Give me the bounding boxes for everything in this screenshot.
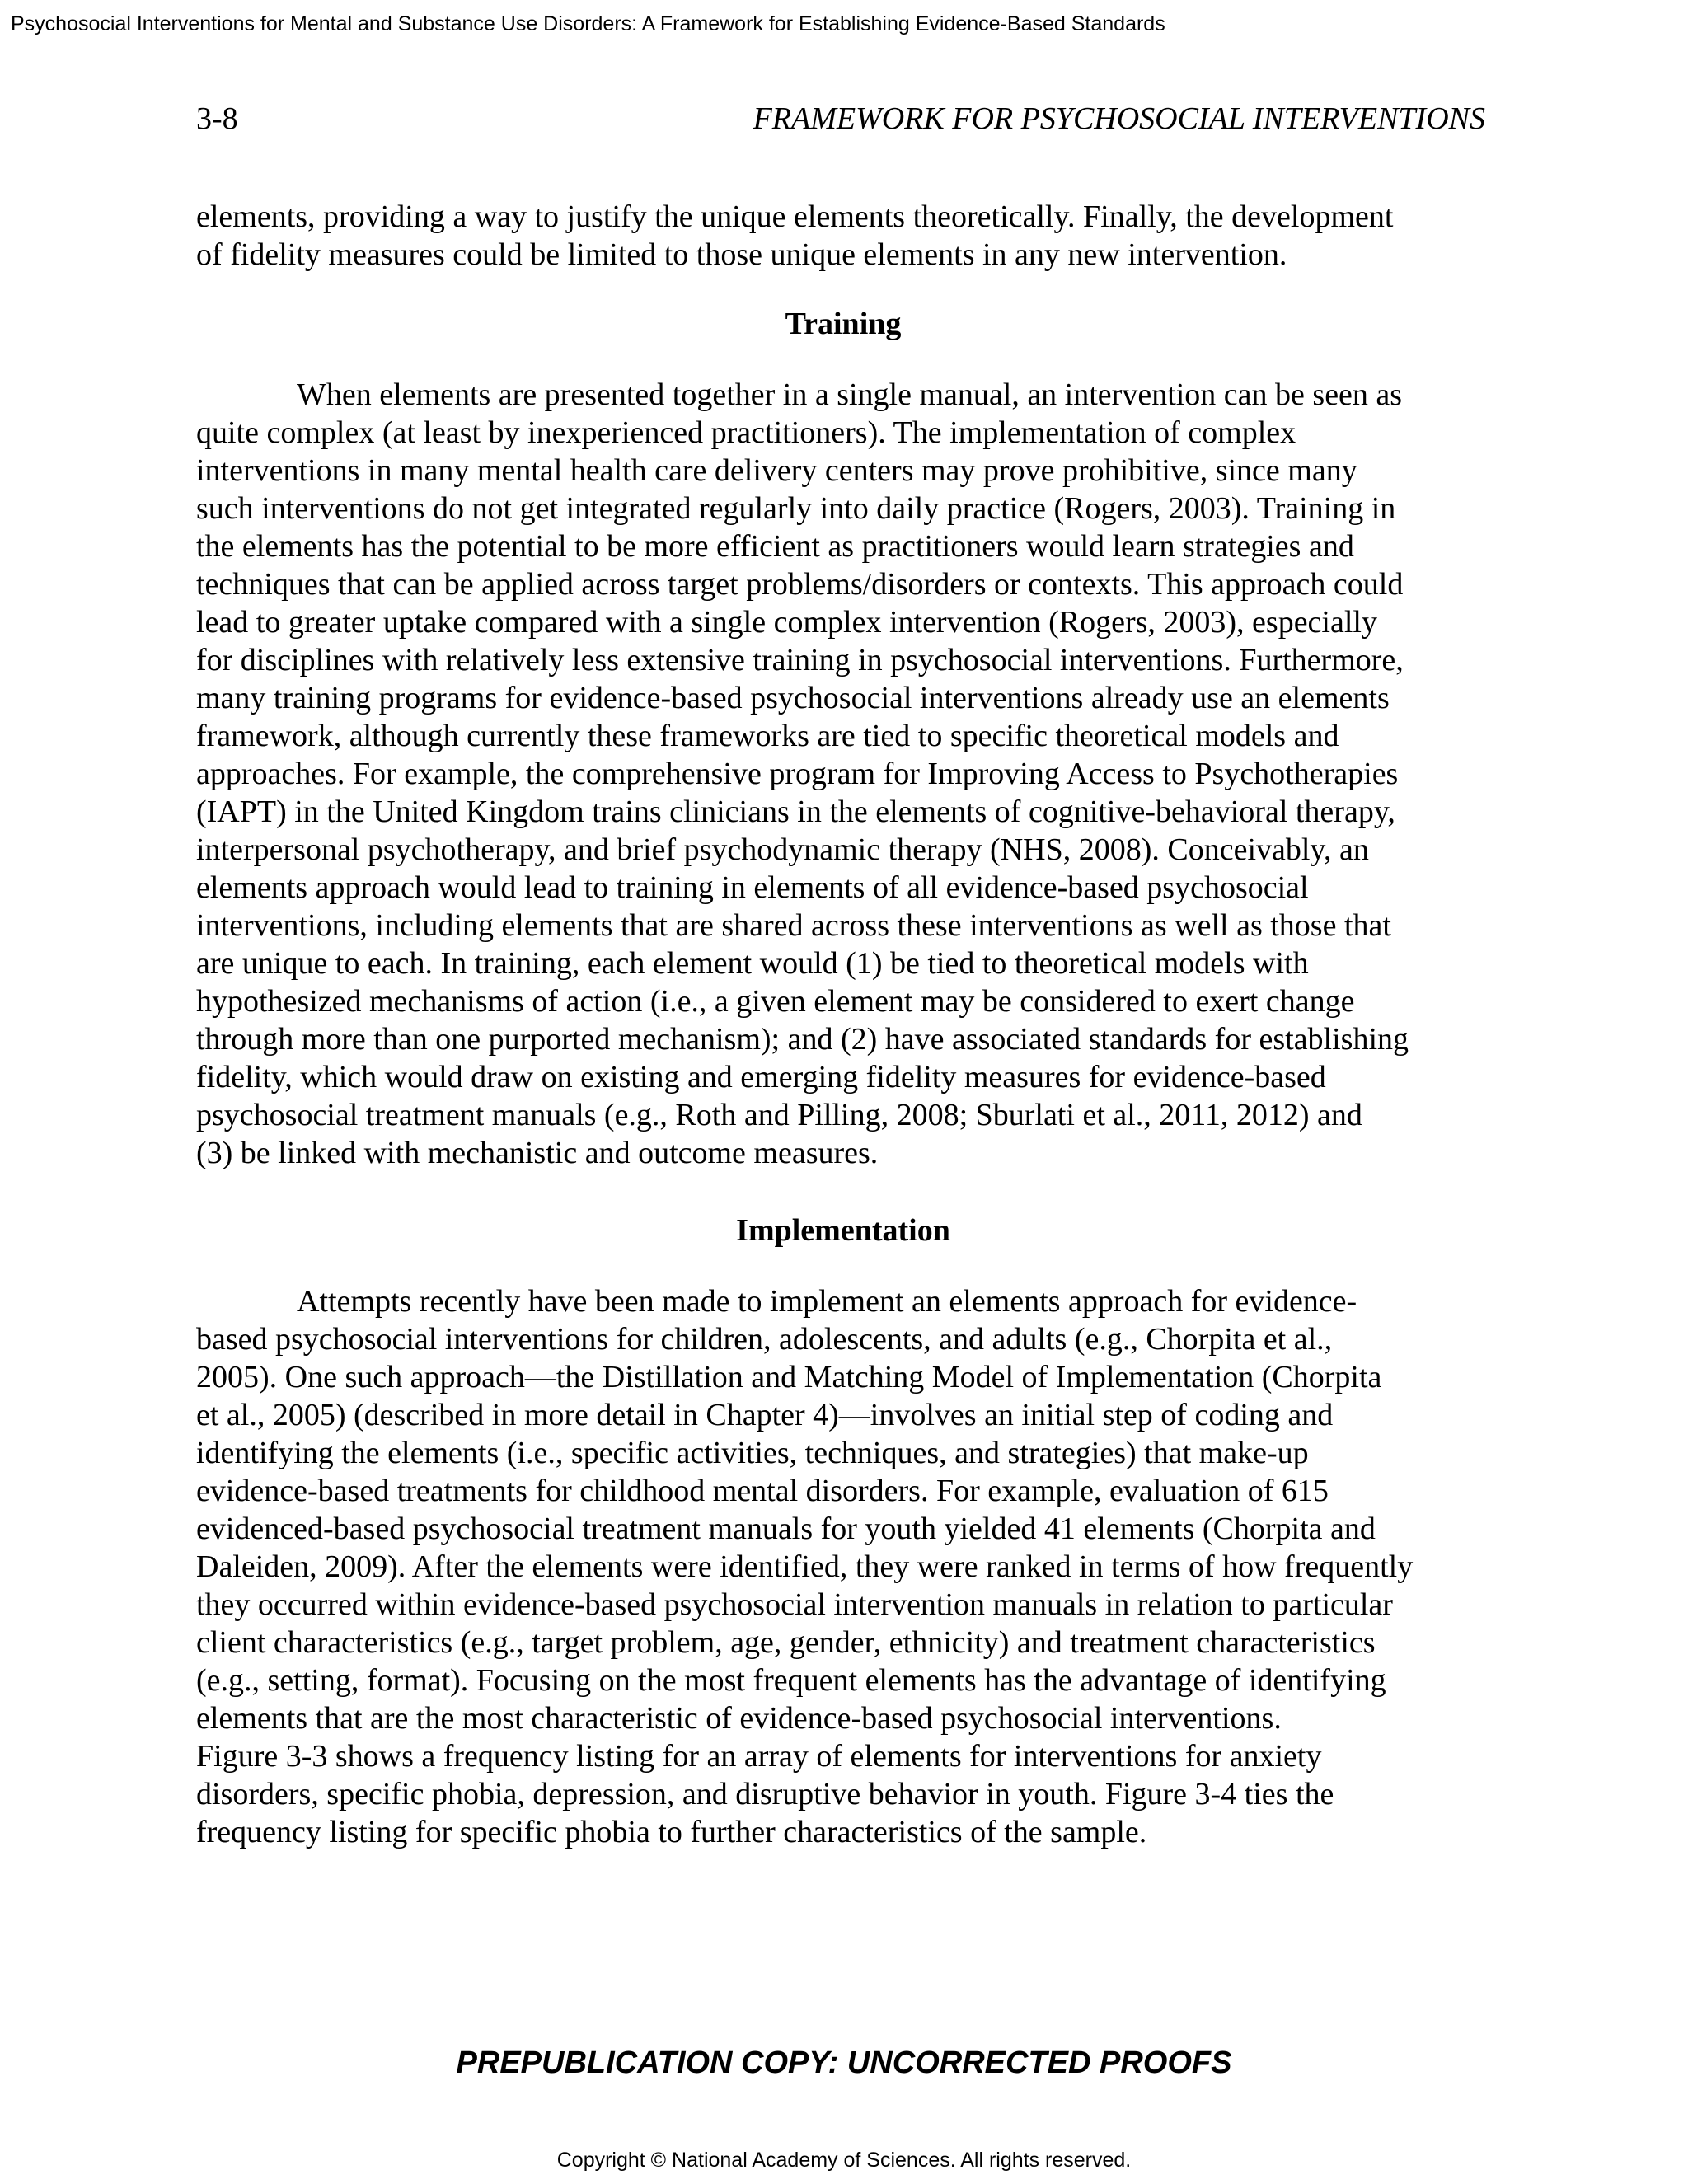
text-line: et al., 2005) (described in more detail in Chapter 4)—involves an initial step of coding and [196,1398,1334,1432]
text-line: client characteristics (e.g., target problem, age, gender, ethnicity) and treatment characteristics [196,1625,1376,1660]
prepublication-notice: PREPUBLICATION COPY: UNCORRECTED PROOFS [456,2046,1232,2080]
text-line: quite complex (at least by inexperienced practitioners). The implementation of complex [196,415,1296,450]
training-paragraph [196,376,1490,1172]
text-line: hypothesized mechanisms of action (i.e., a given element may be considered to exert change [196,984,1355,1019]
implementation-paragraph [196,1282,1490,1851]
text-line: (e.g., setting, format). Focusing on the most frequent elements has the advantage of identifying [196,1663,1386,1698]
text-line: approaches. For example, the comprehensive program for Improving Access to Psychotherapies [196,757,1399,791]
text-line: interpersonal psychotherapy, and brief psychodynamic therapy (NHS, 2008). Conceivably, an [196,832,1369,867]
text-line: evidenced-based psychosocial treatment manuals for youth yielded 41 elements (Chorpita and [196,1511,1376,1546]
text-line: (3) be linked with mechanistic and outcome measures. [196,1136,879,1170]
text-line: based psychosocial interventions for children, adolescents, and adults (e.g., Chorpita et al., [196,1322,1333,1357]
text-line: such interventions do not get integrated regularly into daily practice (Rogers, 2003). Training in [196,491,1396,526]
text-line: identifying the elements (i.e., specific activities, techniques, and strategies) that make-up [196,1436,1309,1470]
text-line: (IAPT) in the United Kingdom trains clinicians in the elements of cognitive-behavioral therapy, [196,794,1395,829]
text-line: through more than one purported mechanism); and (2) have associated standards for establishing [196,1022,1409,1057]
text-line: of fidelity measures could be limited to those unique elements in any new intervention. [196,237,1287,272]
text-line: are unique to each. In training, each element would (1) be tied to theoretical models with [196,946,1309,981]
running-title: FRAMEWORK FOR PSYCHOSOCIAL INTERVENTIONS [753,101,1485,136]
text-line: disorders, specific phobia, depression, and disruptive behavior in youth. Figure 3-4 ties the [196,1777,1334,1811]
text-line: Figure 3-3 shows a frequency listing for an array of elements for interventions for anxiety [196,1739,1322,1774]
section-heading-training: Training [785,307,902,341]
text-line: techniques that can be applied across target problems/disorders or contexts. This approach could [196,567,1404,602]
text-line: lead to greater uptake compared with a single complex intervention (Rogers, 2003), especially [196,605,1377,640]
text-line: frequency listing for specific phobia to further characteristics of the sample. [196,1815,1147,1849]
text-line: many training programs for evidence-based psychosocial interventions already use an elements [196,681,1390,715]
text-line: 2005). One such approach—the Distillation and Matching Model of Implementation (Chorpita [196,1360,1382,1394]
text-line: psychosocial treatment manuals (e.g., Roth and Pilling, 2008; Sburlati et al., 2011, 2012) and [196,1098,1362,1132]
text-line: Daleiden, 2009). After the elements were identified, they were ranked in terms of how frequently [196,1549,1414,1584]
text-line: Attempts recently have been made to implement an elements approach for evidence- [297,1284,1357,1319]
text-line: elements, providing a way to justify the unique elements theoretically. Finally, the development [196,199,1394,234]
text-line: interventions in many mental health care delivery centers may prove prohibitive, since many [196,453,1357,488]
document-source-banner: Psychosocial Interventions for Mental and Substance Use Disorders: A Framework for Establishing Evidence-Based Standards [11,12,1165,35]
text-line: for disciplines with relatively less extensive training in psychosocial interventions. Furthermore, [196,643,1404,677]
copyright-notice: Copyright © National Academy of Sciences. All rights reserved. [556,2149,1132,2172]
text-line: elements approach would lead to training in elements of all evidence-based psychosocial [196,870,1309,905]
intro-paragraph [196,198,1490,274]
section-heading-implementation: Implementation [736,1213,950,1248]
text-line: fidelity, which would draw on existing and emerging fidelity measures for evidence-based [196,1060,1326,1094]
text-line: interventions, including elements that are shared across these interventions as well as those that [196,908,1391,943]
text-line: When elements are presented together in a single manual, an intervention can be seen as [297,377,1403,412]
page-number: 3-8 [196,101,238,136]
text-line: evidence-based treatments for childhood mental disorders. For example, evaluation of 615 [196,1474,1329,1508]
text-line: framework, although currently these frameworks are tied to specific theoretical models and [196,719,1339,753]
text-line: elements that are the most characteristic of evidence-based psychosocial interventions. [196,1701,1282,1736]
text-line: they occurred within evidence-based psychosocial intervention manuals in relation to particular [196,1587,1393,1622]
page-header [196,97,1485,140]
text-line: the elements has the potential to be more efficient as practitioners would learn strategies and [196,529,1354,564]
